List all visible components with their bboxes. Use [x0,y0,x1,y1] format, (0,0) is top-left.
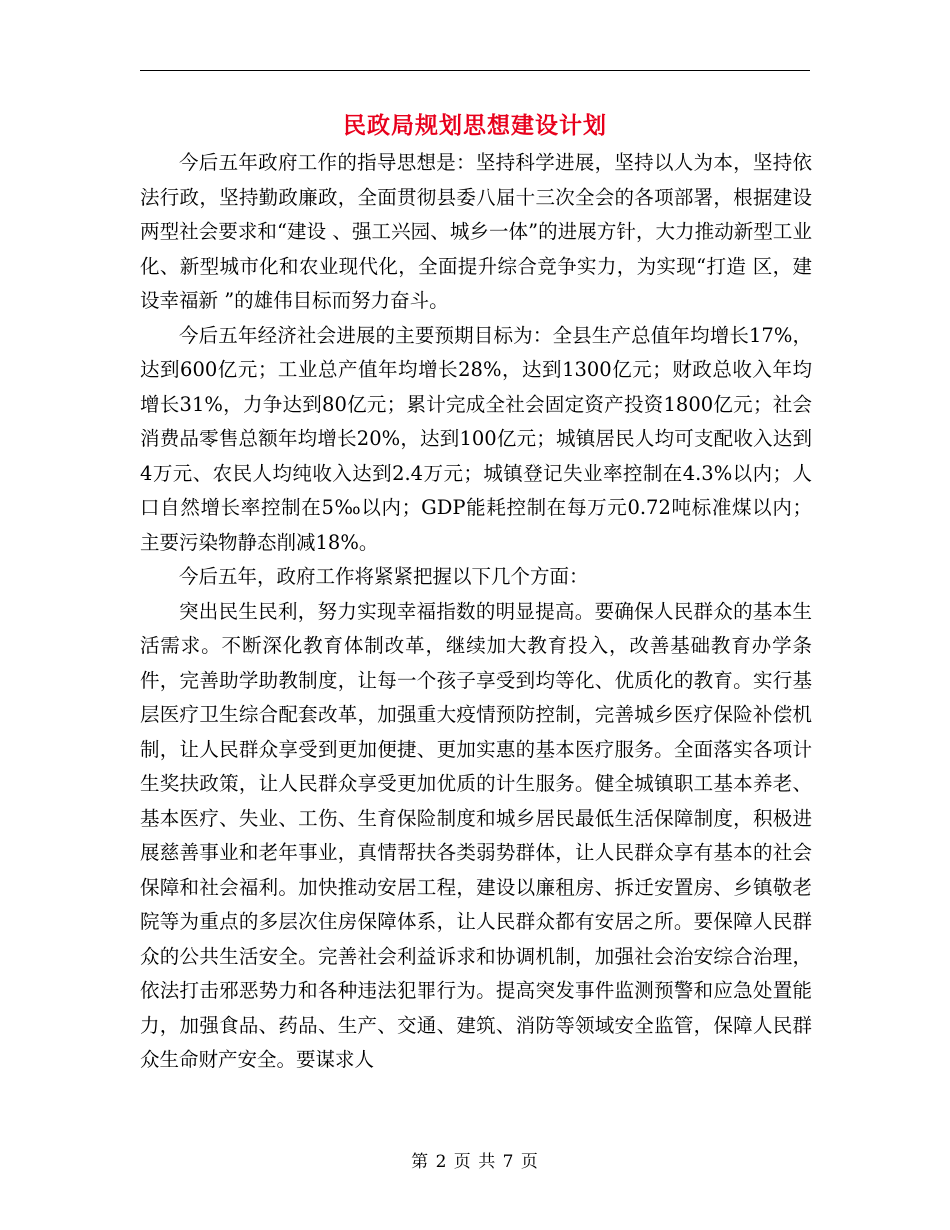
paragraph: 今后五年，政府工作将紧紧把握以下几个方面： [179,565,589,588]
paragraph: 今后五年政府工作的指导思想是：坚持科学进展，坚持以人为本，坚持依法行政，坚持勤政廉政，全面贯彻县委八届十三次全会的各项部署，根据建设两型社会要求和“建设 、强工兴园、城乡一体”的进展方针，大力推动新型工业化、新型城市化和农业现代化，全面提升综合竞争实力，为实现“打造 区，建设幸福新 ”的雄伟目标而努力奋斗。 [140,151,812,312]
paragraph: 今后五年经济社会进展的主要预期目标为：全县生产总值年均增长17%，达到600亿元；工业总产值年均增长28%，达到1300亿元；财政总收入年均增长31%，力争达到80亿元；累计完成全社会固定资产投资1800亿元；社会消费品零售总额年均增长20%，达到100亿元；城镇居民人均可支配收入达到4万元、农民人均纯收入达到2.4万元；城镇登记失业率控制在4.3%以内；人口自然增长率控制在5‰以内；GDP能耗控制在每万元0.72吨标准煤以内；主要污染物静态削减18%。 [140,323,812,554]
document-body [140,146,812,1078]
document-title: 民政局规划思想建设计划 [343,112,607,139]
header-rule [140,70,810,71]
paragraph: 突出民生民利，努力实现幸福指数的明显提高。要确保人民群众的基本生活需求。不断深化教育体制改革，继续加大教育投入，改善基础教育办学条件，完善助学助教制度，让每一个孩子享受到均等化、优质化的教育。实行基层医疗卫生综合配套改革，加强重大疫情预防控制，完善城乡医疗保险补偿机制，让人民群众享受到更加便捷、更加实惠的基本医疗服务。全面落实各项计生奖扶政策，让人民群众享受更加优质的计生服务。健全城镇职工基本养老、基本医疗、失业、工伤、生育保险制度和城乡居民最低生活保障制度，积极进展慈善事业和老年事业，真情帮扶各类弱势群体，让人民群众享有基本的社会保障和社会福利。加快推动安居工程，建设以廉租房、拆迁安置房、乡镇敬老院等为重点的多层次住房保障体系，让人民群众都有安居之所。要保障人民群众的公共生活安全。完善社会利益诉求和协调机制，加强社会治安综合治理，依法打击邪恶势力和各种违法犯罪行为。提高突发事件监测预警和应急处置能力，加强食品、药品、生产、交通、建筑、消防等领域安全监管，保障人民群众生命财产安全。要谋求人 [140,599,812,1071]
page-number: 第 2 页 共 7 页 [411,1152,539,1172]
